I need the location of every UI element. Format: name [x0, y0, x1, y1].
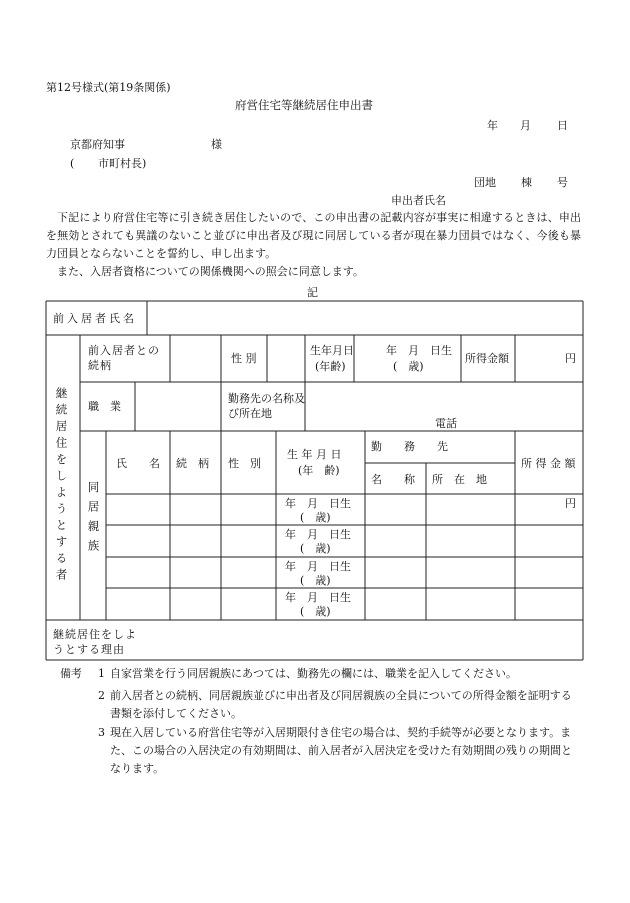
table-row-birth: 年 月 日生 [285, 560, 351, 573]
alt-addressee: 市町村長) [98, 157, 147, 170]
age-value: ( 歳) [393, 360, 424, 373]
note-number-3: 3 [98, 726, 105, 739]
note-text-3: 現在入居している府営住宅等が入居期限付き住宅の場合は、契約手続等が必要となります。また、この場合の入居決定の有効期間は、前入居者が入居決定を受けた有効期間の残りの期間となります。 [110, 726, 572, 775]
declaration-paragraph: 下記により府営住宅等に引き続き居住したいので、この申出書の記載内容が事実に相違するときは、申出を無効とされても異議のないこと並びに申出者及び現に同居している者が現在暴力団員ではなく、今後も暴力団員とならないことを誓約し、申し出ます。 [46, 211, 581, 260]
col-sex: 性 別 [228, 457, 261, 470]
note-number-1: 1 [98, 667, 105, 680]
col-income: 所 得 金 額 [521, 457, 576, 470]
col-relation: 続 柄 [176, 457, 209, 470]
birth-label: 生年月日 [310, 344, 354, 357]
table-row-age: ( 歳) [300, 511, 331, 524]
col-age: (年 齢) [298, 464, 340, 477]
document-title: 府営住宅等継続居住申出書 [235, 98, 373, 112]
reason-label: 継続居住をしようとする理由 [53, 628, 137, 656]
col-workplace-name: 名 称 [371, 473, 415, 486]
prev-resident-name-label: 前入居者氏名 [53, 312, 137, 325]
side-label-applicant: 継続居住をしようとする者 [54, 387, 69, 585]
tou-label: 棟 [521, 176, 532, 189]
table-row-birth: 年 月 日生 [285, 497, 351, 510]
yen-label: 円 [565, 352, 576, 365]
table-row-birth: 年 月 日生 [285, 528, 351, 541]
table-row-age: ( 歳) [300, 605, 331, 618]
danchi-label: 団地 [474, 176, 496, 189]
form-number: 第12号様式(第19条関係) [46, 81, 171, 94]
consent-paragraph: また、入居者資格についての関係機関への照会に同意します。 [57, 265, 364, 278]
table-row-age: ( 歳) [300, 574, 331, 587]
table-row-income: 円 [565, 497, 576, 510]
date-month: 月 [520, 119, 531, 132]
note-number-2: 2 [98, 689, 105, 702]
date-day: 日 [557, 119, 568, 132]
notes-label: 備考 [60, 667, 82, 680]
addressee: 京都府知事 [70, 138, 125, 151]
table-row-age: ( 歳) [300, 542, 331, 555]
ki-label: 記 [307, 286, 318, 299]
birth-value: 年 月 日生 [386, 344, 452, 357]
note-text-1: 自家営業を行う同居親族にあつては、勤務先の欄には、職業を記入してください。 [110, 667, 517, 680]
age-paren-label: (年齢) [315, 360, 346, 373]
workplace-label: 勤務先の名称及び所在地 [228, 392, 305, 420]
applicant-name-label: 申出者氏名 [391, 194, 446, 207]
family-side-label: 同居親族 [86, 481, 101, 559]
date-year: 年 [487, 119, 498, 132]
honorific: 様 [211, 138, 222, 151]
sex-label: 性 別 [231, 352, 257, 365]
alt-addressee-open: ( [70, 157, 75, 170]
col-workplace-address: 所 在 地 [432, 473, 487, 486]
col-birth: 生 年 月 日 [287, 448, 342, 461]
col-workplace: 勤 務 先 [371, 440, 448, 453]
gou-label: 号 [557, 176, 568, 189]
phone-label: 電話 [435, 417, 457, 430]
table-row-birth: 年 月 日生 [285, 591, 351, 604]
note-text-2: 前入居者との続柄、同居親族並びに申出者及び同居親族の全員についての所得金額を証明する書類を添付してください。 [110, 689, 572, 720]
col-name: 氏 名 [116, 457, 160, 470]
job-label: 職 業 [88, 400, 121, 413]
income-label: 所得金額 [465, 352, 509, 365]
relation-label: 前入居者との続柄 [88, 344, 160, 372]
